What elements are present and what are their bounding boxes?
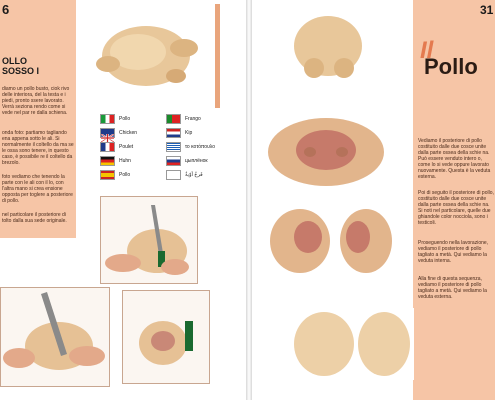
photo-cut-under-wings [100,196,198,284]
language-item [100,141,133,152]
right-title-line2: Pollo [424,54,478,79]
half-right-internal-image [338,205,398,279]
right-paragraph-3: Proseguendo nella lavorazione, vediamo il posteriore di pollo tagliato a metà. Qui vediamo la veduta interna. [418,240,489,264]
netherlands-flag-icon [166,128,181,138]
language-item [166,155,208,166]
language-label: το κοτόπουλο [185,143,216,150]
language-list [100,113,240,193]
right-paragraph-1: Vediamo il posteriore di pollo costituito dalle due cosce unite dalla parte ossea della schie na. Può essere venduto intero o, come lo si vede oppure lavorato nuovamente. Questa è la veduta esterna. [418,138,491,180]
rear-quarter-external-image [288,6,368,88]
half-left-external-image [290,308,356,380]
france-flag-icon [100,142,115,152]
language-label: Kip [185,129,193,136]
left-paragraph-3: foto vediamo che tenendo la parte con le ali con il lo, con l'altra mano si crea ensione opposta per toglere a posteriore di pollo. [2,174,73,204]
language-label: Pollo [119,171,131,178]
language-item [100,155,131,166]
pulling-apart-image [1,288,109,386]
language-item [166,127,192,138]
right-page-number: 31 [480,3,494,17]
photo-half-right-internal [338,205,398,279]
language-label: цыплёнок [185,157,208,164]
right-title-line1: Il [420,37,434,64]
left-paragraph-4: nel particolare il posteriore di tolto dalla sua sede originale. [2,212,67,224]
language-item [100,169,130,180]
photo-half-left-internal [264,205,334,279]
language-label: Frango [185,115,201,122]
photo-half-left-external [290,308,356,380]
arabic-flag-icon [166,170,181,180]
language-item [166,169,203,180]
language-item [166,141,215,152]
language-item [100,127,137,138]
photo-pulling-apart [0,287,110,387]
spain-flag-icon [100,170,115,180]
photo-rear-detail [122,290,210,384]
right-paragraph-4: Alla fine di questa sequenza, vediamo il posteriore di pollo tagliato a metà. Qui vediamo la veduta esterna. [418,276,487,300]
whole-chicken-image [78,4,214,104]
portugal-flag-icon [166,114,181,124]
left-page-number: 6 [2,2,10,17]
germany-flag-icon [100,156,115,166]
right-paragraph-2: Poi di seguito il posteriore di pollo, costituito dalle due cosce unite dalla parte ossea della schie na. Si noti nel particolare, quelle due ghiandole color nocciola, sono i testicoli. [418,190,494,226]
greece-flag-icon [166,142,181,152]
photo-half-right-external [358,308,414,380]
left-title-line2: SOSSO I [2,66,40,76]
rear-detail-image [123,291,209,383]
italy-flag-icon [100,114,115,124]
photo-rear-quarter-internal [262,112,392,194]
left-title-line1: OLLO [2,56,27,66]
language-label: Chicken [119,129,138,136]
photo-rear-quarter-external [288,6,368,88]
language-label: Huhn [119,157,131,164]
russia-flag-icon [166,156,181,166]
photo-edge-accent [215,4,220,108]
book-gutter [246,0,252,400]
left-section-title [2,56,39,76]
rear-quarter-internal-image [262,112,392,194]
language-item [166,113,201,124]
left-paragraph-2: onda foto: partiamo tagliando ena appena sotto le ali. Si normalmente il coltello da ma se le ossa sono tenere, in questo caso, è possibile re il coltello da brezolo. [2,130,74,166]
cut-under-wings-image [101,197,197,283]
language-label: Pollo [119,115,131,122]
half-left-internal-image [264,205,334,279]
language-item [100,113,130,124]
language-label: Poulet [119,143,134,150]
photo-whole-chicken [78,4,214,104]
uk-flag-icon [100,128,115,138]
language-label: فَرخُ أوّيةٌ [185,171,203,178]
half-right-external-image [358,308,414,380]
left-paragraph-1: diamo un pollo busto, ciok rivo delle interiora, del la testa e i piedi, pronto ssere lavorato. Verrà seziona rendo come si vede nel par re dalla schiena. [2,86,70,116]
